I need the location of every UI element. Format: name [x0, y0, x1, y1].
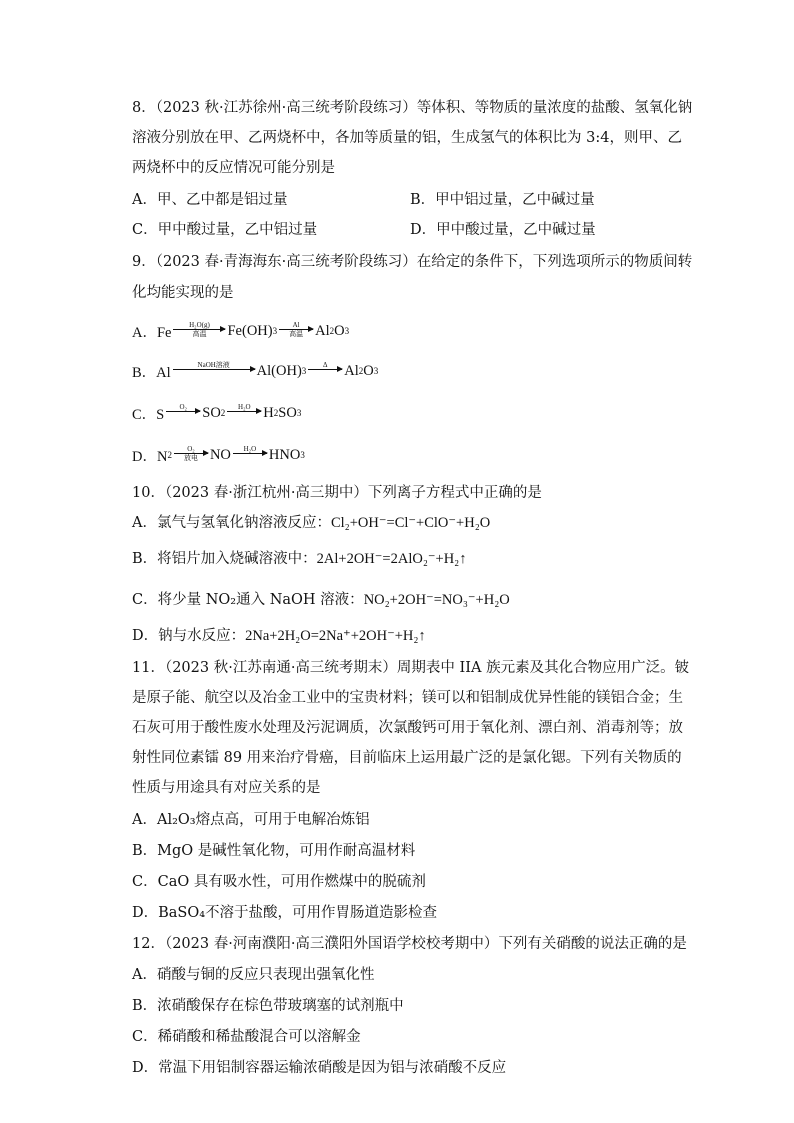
- q8-option-d: D．甲中酸过量，乙中碱过量: [410, 222, 596, 238]
- q11-option-c: C．CaO 具有吸水性，可用作燃煤中的脱硫剂: [132, 874, 426, 890]
- arrow-condition-top: NaOH溶液: [197, 360, 230, 369]
- subscript: 2: [167, 450, 172, 460]
- q12-stem-line1: 12．（2023 春·河南濮阳·高三濮阳外国语学校校考期中）下列有关硝酸的说法正确的是: [132, 936, 687, 952]
- q8-stem-line3: 两烧杯中的反应情况可能分别是: [132, 160, 335, 176]
- subscript: 2: [273, 408, 279, 418]
- q10-d-text: D．钠与水反应：: [132, 628, 246, 644]
- q9-b-product-part: O: [363, 362, 374, 379]
- q10-option-c: [132, 590, 510, 610]
- arrow-condition-top: H₂O(g): [189, 320, 210, 329]
- q8-option-b: B．甲中铝过量，乙中碱过量: [410, 192, 595, 208]
- q12-option-a: A．硝酸与铜的反应只表现出强氧化性: [132, 967, 375, 983]
- q9-a-label: A．Fe: [132, 324, 172, 341]
- q9-a-product-part: O: [334, 322, 345, 339]
- reaction-arrow: [308, 361, 342, 378]
- q10-option-a: [132, 513, 490, 533]
- subscript: 2: [329, 326, 335, 336]
- reaction-arrow: [233, 445, 267, 462]
- q9-a-intermediate: Fe(OH): [227, 322, 273, 339]
- subscript: 3: [344, 326, 350, 336]
- subscript: 3: [301, 366, 307, 376]
- q12-option-d: D．常温下用铝制容器运输浓硝酸是因为铝与浓硝酸不反应: [132, 1060, 507, 1076]
- q12-option-b: B．浓硝酸保存在棕色带玻璃塞的试剂瓶中: [132, 998, 404, 1014]
- subscript: 3: [296, 408, 302, 418]
- q9-stem-line1: 9．（2023 春·青海海东·高三统考阶段练习）在给定的条件下，下列选项所示的物质间转: [132, 254, 693, 270]
- q8-stem-line1: 8．（2023 秋·江苏徐州·高三统考阶段练习）等体积、等物质的量浓度的盐酸、氢氧化钠: [132, 100, 693, 116]
- arrow-condition-top: H₂O: [243, 444, 257, 453]
- q9-b-product: Al: [344, 362, 359, 379]
- q9-option-b: [132, 356, 378, 386]
- subscript: 3: [373, 366, 379, 376]
- reaction-arrow: [227, 403, 261, 420]
- arrow-condition-top: O₂: [187, 444, 195, 453]
- q9-option-a: [132, 316, 349, 346]
- subscript: 2: [358, 366, 364, 376]
- q9-c-label: C．S: [132, 406, 165, 423]
- subscript: 2: [220, 408, 226, 418]
- reaction-arrow: [173, 361, 255, 378]
- q11-option-a: A．Al₂O₃熔点高，可用于电解冶炼铝: [132, 812, 370, 828]
- q11-option-d: D．BaSO₄不溶于盐酸，可用作胃肠道造影检查: [132, 905, 438, 921]
- q10-d-equation: 2Na+2H₂O=2Na⁺+2OH⁻+H₂↑: [245, 628, 426, 644]
- q9-d-label: D．N: [132, 448, 168, 465]
- q12-option-c: C．稀硝酸和稀盐酸混合可以溶解金: [132, 1029, 361, 1045]
- q8-stem-line2: 溶液分别放在甲、乙两烧杯中，各加等质量的铝，生成氢气的体积比为 3:4，则甲、乙: [132, 130, 682, 146]
- q9-b-label: B．Al: [132, 364, 171, 381]
- q11-stem-line3: 石灰可用于酸性废水处理及污泥调质，次氯酸钙可用于氧化剂、漂白剂、消毒剂等；放: [132, 720, 683, 736]
- q8-option-a: A．甲、乙中都是铝过量: [132, 192, 288, 208]
- q8-option-c: C．甲中酸过量，乙中铝过量: [132, 222, 318, 238]
- q11-option-b: B．MgO 是碱性氧化物，可用作耐高温材料: [132, 843, 416, 859]
- arrow-condition-top: Δ: [323, 360, 328, 369]
- q9-b-intermediate: Al(OH): [256, 362, 302, 379]
- arrow-condition-top: Al: [292, 320, 300, 329]
- q10-option-d: [132, 626, 426, 646]
- reaction-arrow: [173, 321, 225, 338]
- q9-c-product: H: [263, 404, 274, 421]
- q9-option-c: [132, 398, 301, 428]
- q10-b-text: B．将铝片加入烧碱溶液中：: [132, 551, 317, 567]
- reaction-arrow: [279, 321, 313, 338]
- q9-a-product: Al: [315, 322, 330, 339]
- q9-d-intermediate: NO: [209, 446, 231, 463]
- arrow-condition-top: H₂O: [238, 402, 251, 411]
- arrow-condition-bottom: 放电: [183, 453, 198, 462]
- arrow-condition-bottom: 高温: [192, 329, 207, 338]
- q11-stem-line2: 是原子能、航空以及冶金工业中的宝贵材料；镁可以和铝制成优异性能的镁铝合金；生: [132, 690, 683, 706]
- q9-option-d: [132, 440, 305, 470]
- q10-stem-line1: 10．（2023 春·浙江杭州·高三期中）下列离子方程式中正确的是: [132, 485, 542, 501]
- q10-a-text: A．氯气与氢氧化钠溶液反应：: [132, 515, 331, 531]
- q9-d-product: HNO: [268, 446, 301, 463]
- q10-c-text: C．将少量 NO₂通入 NaOH 溶液：: [132, 592, 364, 608]
- q10-b-equation: 2Al+2OH⁻=2AlO₂⁻+H₂↑: [316, 551, 467, 567]
- arrow-condition-top: O₂: [179, 402, 187, 411]
- q11-stem-line1: 11．（2023 秋·江苏南通·高三统考期末）周期表中 IIA 族元素及其化合物应用广泛。铍: [132, 660, 690, 676]
- q10-c-equation: NO₂+2OH⁻=NO₃⁻+H₂O: [363, 592, 510, 608]
- q10-option-b: [132, 549, 467, 569]
- q9-c-product-part: SO: [278, 404, 297, 421]
- q9-c-intermediate: SO: [202, 404, 221, 421]
- subscript: 3: [300, 450, 305, 460]
- subscript: 3: [272, 326, 278, 336]
- q11-stem-line4: 射性同位素镭 89 用来治疗骨癌，目前临床上运用最广泛的是氯化锶。下列有关物质的: [132, 750, 682, 766]
- arrow-condition-bottom: 高温: [289, 329, 304, 338]
- q11-stem-line5: 性质与用途具有对应关系的是: [132, 780, 321, 796]
- reaction-arrow: [166, 403, 200, 420]
- q9-stem-line2: 化均能实现的是: [132, 285, 234, 301]
- q10-a-equation: Cl₂+OH⁻=Cl⁻+ClO⁻+H₂O: [330, 515, 491, 531]
- reaction-arrow: [174, 445, 208, 462]
